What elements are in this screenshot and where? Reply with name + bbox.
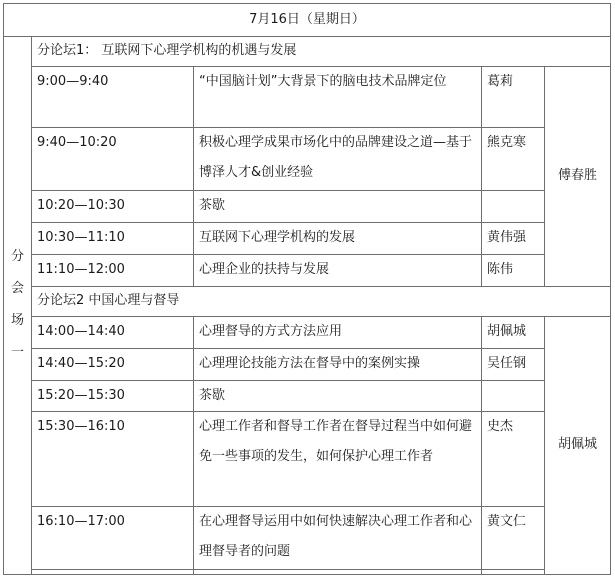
session-topic: 茶歇 (194, 380, 482, 412)
forum-host: 胡佩城 (545, 316, 611, 574)
forum-host: 傅春胜 (545, 66, 611, 286)
session-row (4, 316, 611, 348)
session-time: 16:10—17:00 (32, 507, 194, 570)
session-row (4, 66, 611, 128)
session-topic: 在心理督导运用中如何快速解决心理工作者和心理督导者的问题 (194, 507, 482, 570)
session-speaker: 陈伟 (482, 255, 545, 287)
trailing-row (4, 569, 611, 574)
session-time: 9:40—10:20 (32, 128, 194, 191)
session-topic: 茶歇 (194, 191, 482, 223)
session-time: 10:30—11:10 (32, 223, 194, 255)
session-row (4, 507, 611, 570)
empty-cell (194, 569, 482, 574)
session-time: 14:00—14:40 (32, 316, 194, 348)
session-row (4, 223, 611, 255)
forum-2-heading-row (4, 286, 611, 316)
session-topic: 心理督导的方式方法应用 (194, 316, 482, 348)
venue-label: 分会场一 (4, 36, 32, 574)
session-speaker: 史杰 (482, 412, 545, 507)
session-speaker: 黄伟强 (482, 223, 545, 255)
title-row (4, 4, 611, 37)
session-time: 9:00—9:40 (32, 66, 194, 128)
session-topic: 心理企业的扶持与发展 (194, 255, 482, 287)
session-topic: 心理理论技能方法在督导中的案例实操 (194, 348, 482, 380)
session-row (4, 348, 611, 380)
session-time: 15:30—16:10 (32, 412, 194, 507)
session-time: 11:10—12:00 (32, 255, 194, 287)
empty-cell (32, 569, 194, 574)
schedule-table (3, 3, 611, 575)
session-time: 10:20—10:30 (32, 191, 194, 223)
session-time: 15:20—15:30 (32, 380, 194, 412)
session-row (4, 380, 611, 412)
forum-heading: 分论坛2 中国心理与督导 (32, 286, 611, 316)
session-speaker (482, 380, 545, 412)
forum-heading: 分论坛1： 互联网下心理学机构的机遇与发展 (32, 36, 611, 66)
session-topic: 积极心理学成果市场化中的品牌建设之道—基于博泽人才&创业经验 (194, 128, 482, 191)
session-speaker: 胡佩城 (482, 316, 545, 348)
session-topic: “中国脑计划”大背景下的脑电技术品牌定位 (194, 66, 482, 128)
session-time: 14:40—15:20 (32, 348, 194, 380)
session-topic: 心理工作者和督导工作者在督导过程当中如何避免一些事项的发生，如何保护心理工作者 (194, 412, 482, 507)
session-speaker (482, 191, 545, 223)
session-row (4, 255, 611, 287)
forum-1-heading-row (4, 36, 611, 66)
session-speaker: 熊克寒 (482, 128, 545, 191)
session-speaker: 黄文仁 (482, 507, 545, 570)
day-title: 7月16日（星期日） (4, 4, 611, 37)
session-row (4, 412, 611, 507)
session-speaker: 吴任钢 (482, 348, 545, 380)
session-topic: 互联网下心理学机构的发展 (194, 223, 482, 255)
empty-cell (482, 569, 545, 574)
session-speaker: 葛莉 (482, 66, 545, 128)
session-row (4, 191, 611, 223)
session-row (4, 128, 611, 191)
